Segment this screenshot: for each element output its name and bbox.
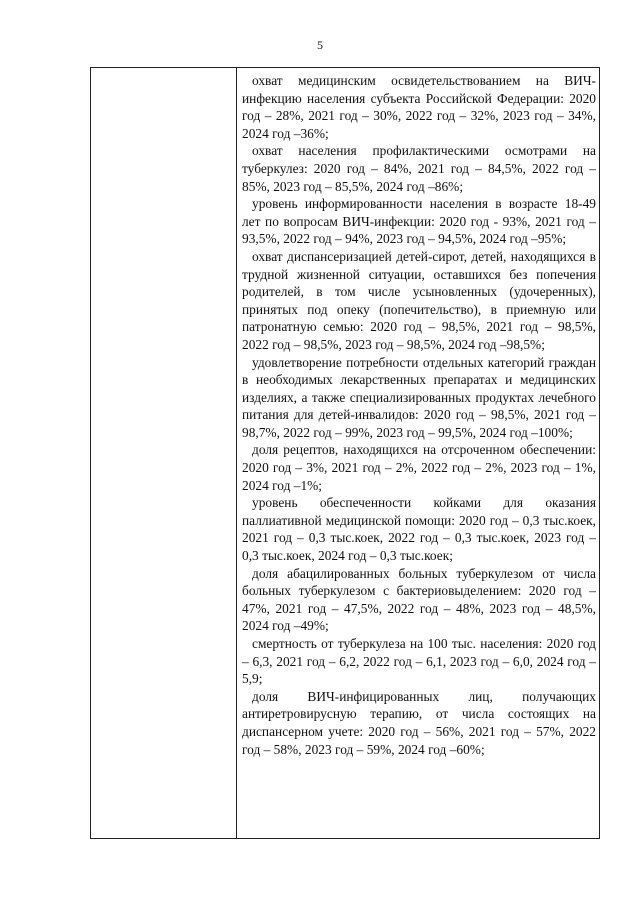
indicator-hiv-art-share: доля ВИЧ-инфицированных лиц, получающих антиретровирусную терапию, от числа состоящих на диспансерном учете: 2020 год – 56%, 2021 год – 57%, 2022 год – 58%, 2023 год – 59%, 2024 год –60%; bbox=[242, 688, 596, 757]
indicator-deferred-prescriptions: доля рецептов, находящихся на отсроченном обеспечении: 2020 год – 3%, 2021 год – 2%, 2022 год – 2%, 2023 год – 1%, 2024 год –1%; bbox=[242, 442, 596, 493]
indicator-hiv-testing-coverage: охват медицинским освидетельствованием на ВИЧ-инфекцию населения субъекта Российской Федерации: 2020 год – 28%, 2021 год – 30%, 2022 год – 32%, 2023 год – 34%, 2024 год –36%; bbox=[242, 73, 596, 141]
indicator-tb-screening-coverage: охват населения профилактическими осмотрами на туберкулез: 2020 год – 84%, 2021 год – 84,5%, 2022 год – 85%, 2023 год – 85,5%, 2024 год –86%; bbox=[242, 143, 596, 194]
indicator-orphan-dispensary-coverage: охват диспансеризацией детей-сирот, детей, находящихся в трудной жизненной ситуации, оставшихся без попечения родителей, в том числе усыновленных (удочеренных), принятых под опеку (попечительство), в приемную или патронатную семью: 2020 год – 98,5%, 2021 год – 98,5%, 2022 год – 98,5%, 2023 год – 98,5%, 2024 год –98,5%; bbox=[242, 248, 596, 352]
indicator-medicine-supply: удовлетворение потребности отдельных категорий граждан в необходимых лекарственных препаратах и медицинских изделиях, а также специализированных продуктах лечебного питания для детей-инвалидов: 2020 год – 98,5%, 2021 год – 98,7%, 2022 год – 99%, 2023 год – 99,5%, 2024 год –100%; bbox=[242, 354, 596, 440]
indicator-hiv-awareness-level: уровень информированности населения в возрасте 18-49 лет по вопросам ВИЧ-инфекции: 2020 год - 93%, 2021 год – 93,5%, 2022 год – 94%, 2023 год – 94,5%, 2024 год –95%; bbox=[242, 196, 596, 247]
indicator-tb-mortality: смертность от туберкулеза на 100 тыс. населения: 2020 год – 6,3, 2021 год – 6,2, 2022 год – 6,1, 2023 год – 6,0, 2024 год – 5,9; bbox=[242, 636, 596, 687]
table-left-cell bbox=[91, 68, 237, 838]
indicator-palliative-beds: уровень обеспеченности койками для оказания паллиативной медицинской помощи: 2020 год – 0,3 тыс.коек, 2021 год – 0,3 тыс.коек, 2022 год – 0,3 тыс.коек, 2023 год – 0,3 тыс.коек, 2024 год – 0,3 тыс.коек; bbox=[242, 495, 596, 564]
indicators-table bbox=[90, 67, 600, 839]
indicator-tb-abacillation: доля абацилированных больных туберкулезом от числа больных туберкулезом с бактериовыделением: 2020 год – 47%, 2021 год – 47,5%, 2022 год – 48%, 2023 год – 48,5%, 2024 год –49%; bbox=[242, 565, 596, 634]
table-right-cell bbox=[237, 68, 599, 838]
page-number: 5 bbox=[317, 38, 323, 52]
